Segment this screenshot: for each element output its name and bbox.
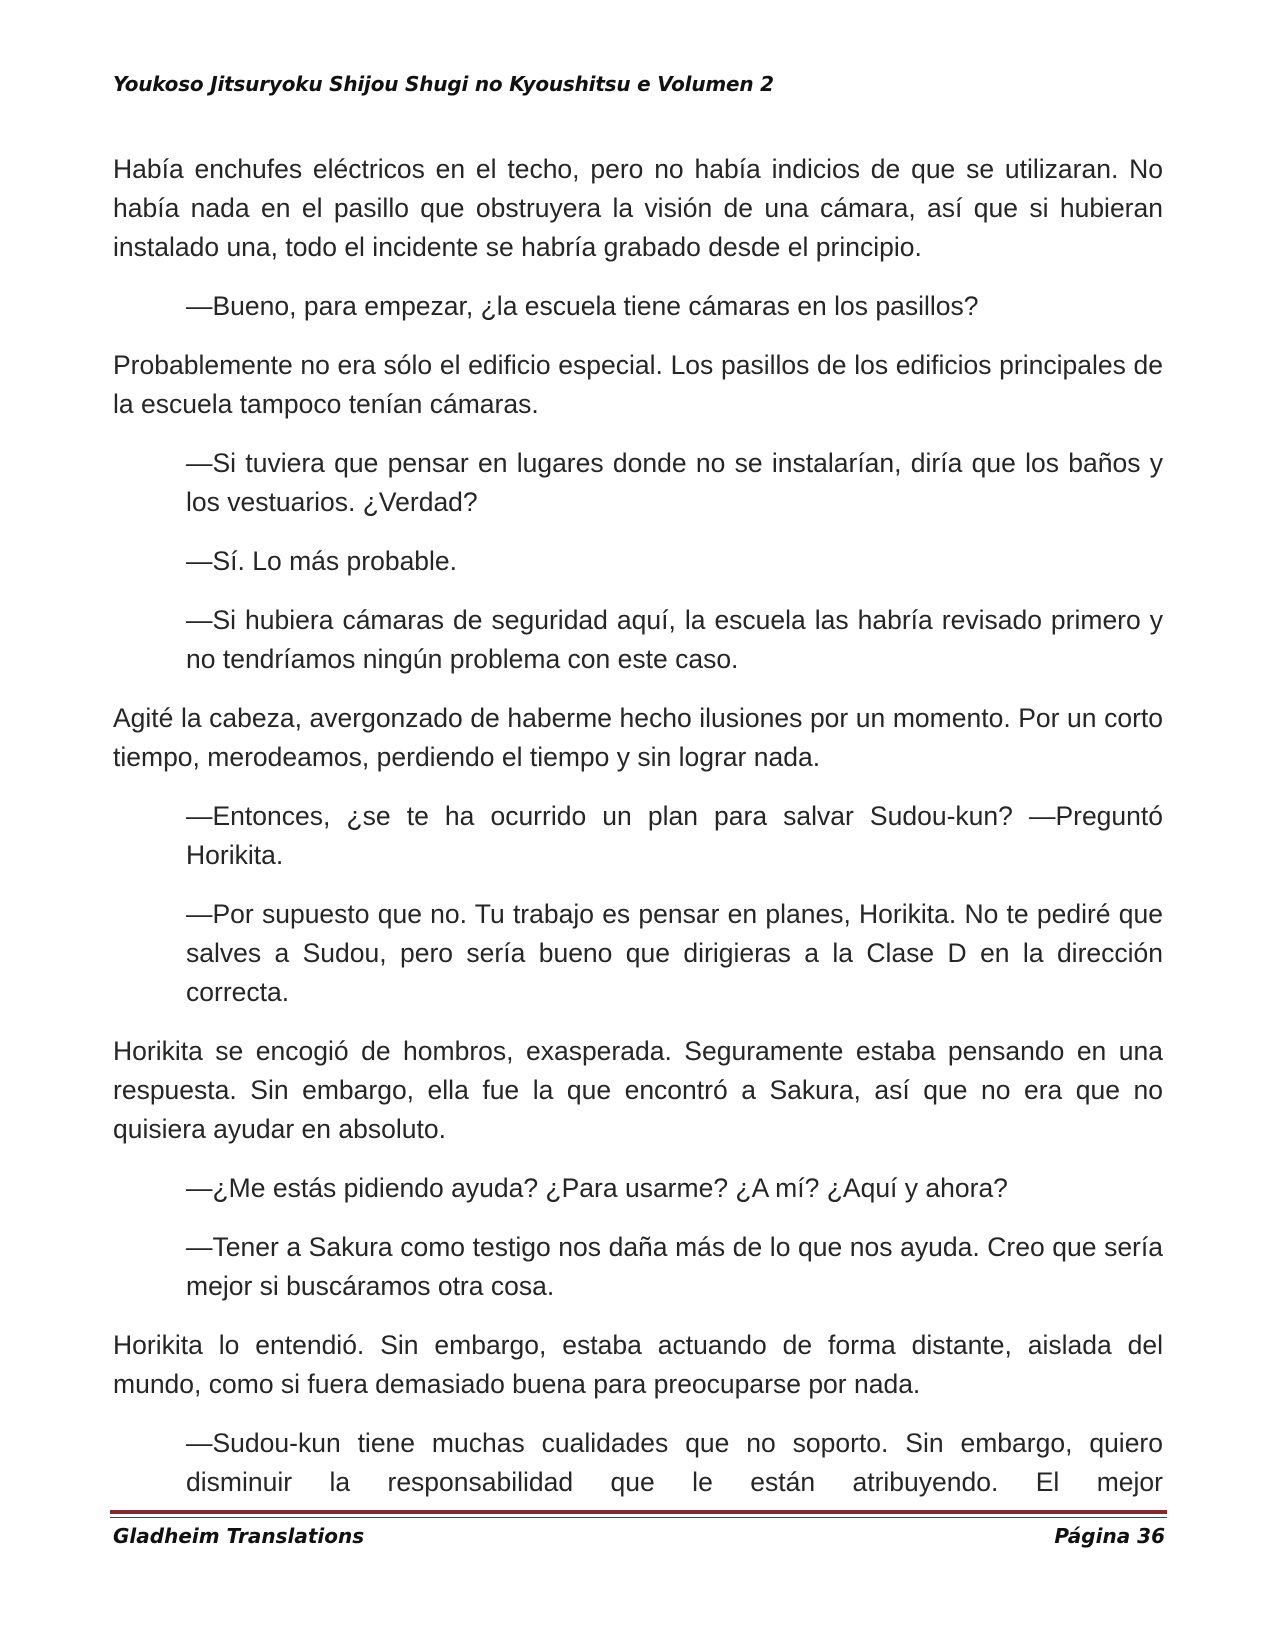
footer-divider-thin — [110, 1517, 1167, 1518]
paragraph-dialogue: —Entonces, ¿se te ha ocurrido un plan para salvar Sudou-kun? —Preguntó Horikita. — [186, 801, 1163, 870]
footer-page-number: Página 36 — [1054, 1524, 1165, 1548]
footer-translator: Gladheim Translations — [113, 1524, 365, 1548]
paragraph-dialogue: —Por supuesto que no. Tu trabajo es pensar en planes, Horikita. No te pediré que salves a Sudou, pero sería bueno que dirigieras a la Clase D en la dirección correcta. — [186, 899, 1163, 1007]
paragraph-dialogue: —Bueno, para empezar, ¿la escuela tiene cámaras en los pasillos? — [186, 291, 979, 321]
footer-divider-thick — [110, 1510, 1167, 1514]
paragraph-dialogue: —Si tuviera que pensar en lugares donde no se instalarían, diría que los baños y los vestuarios. ¿Verdad? — [186, 448, 1163, 517]
paragraph-narration: Probablemente no era sólo el edificio especial. Los pasillos de los edificios principales de la escuela tampoco tenían cámaras. — [113, 350, 1163, 419]
page-header-title: Youkoso Jitsuryoku Shijou Shugi no Kyoushitsu e Volumen 2 — [113, 72, 774, 96]
paragraph-narration: Había enchufes eléctricos en el techo, pero no había indicios de que se utilizaran. No había nada en el pasillo que obstruyera la visión de una cámara, así que si hubieran instalado una, todo el incidente se habría grabado desde el principio. — [113, 154, 1163, 262]
paragraph-dialogue: —Si hubiera cámaras de seguridad aquí, la escuela las habría revisado primero y no tendríamos ningún problema con este caso. — [186, 605, 1163, 674]
paragraph-narration: Horikita se encogió de hombros, exasperada. Seguramente estaba pensando en una respuesta. Sin embargo, ella fue la que encontró a Sakura, así que no era que no quisiera ayudar en absoluto. — [113, 1036, 1163, 1144]
paragraph-narration: Agité la cabeza, avergonzado de haberme hecho ilusiones por un momento. Por un corto tiempo, merodeamos, perdiendo el tiempo y sin lograr nada. — [113, 703, 1163, 772]
document-body — [113, 150, 1163, 1502]
paragraph-dialogue: —Tener a Sakura como testigo nos daña más de lo que nos ayuda. Creo que sería mejor si buscáramos otra cosa. — [186, 1232, 1163, 1301]
paragraph-narration: Horikita lo entendió. Sin embargo, estaba actuando de forma distante, aislada del mundo, como si fuera demasiado buena para preocuparse por nada. — [113, 1330, 1163, 1399]
paragraph-dialogue: —Sí. Lo más probable. — [186, 546, 458, 576]
paragraph-dialogue: —Sudou-kun tiene muchas cualidades que no soporto. Sin embargo, quiero disminuir la responsabilidad que le están atribuyendo. El mejor — [186, 1428, 1163, 1497]
paragraph-dialogue: —¿Me estás pidiendo ayuda? ¿Para usarme? ¿A mí? ¿Aquí y ahora? — [186, 1173, 1008, 1203]
